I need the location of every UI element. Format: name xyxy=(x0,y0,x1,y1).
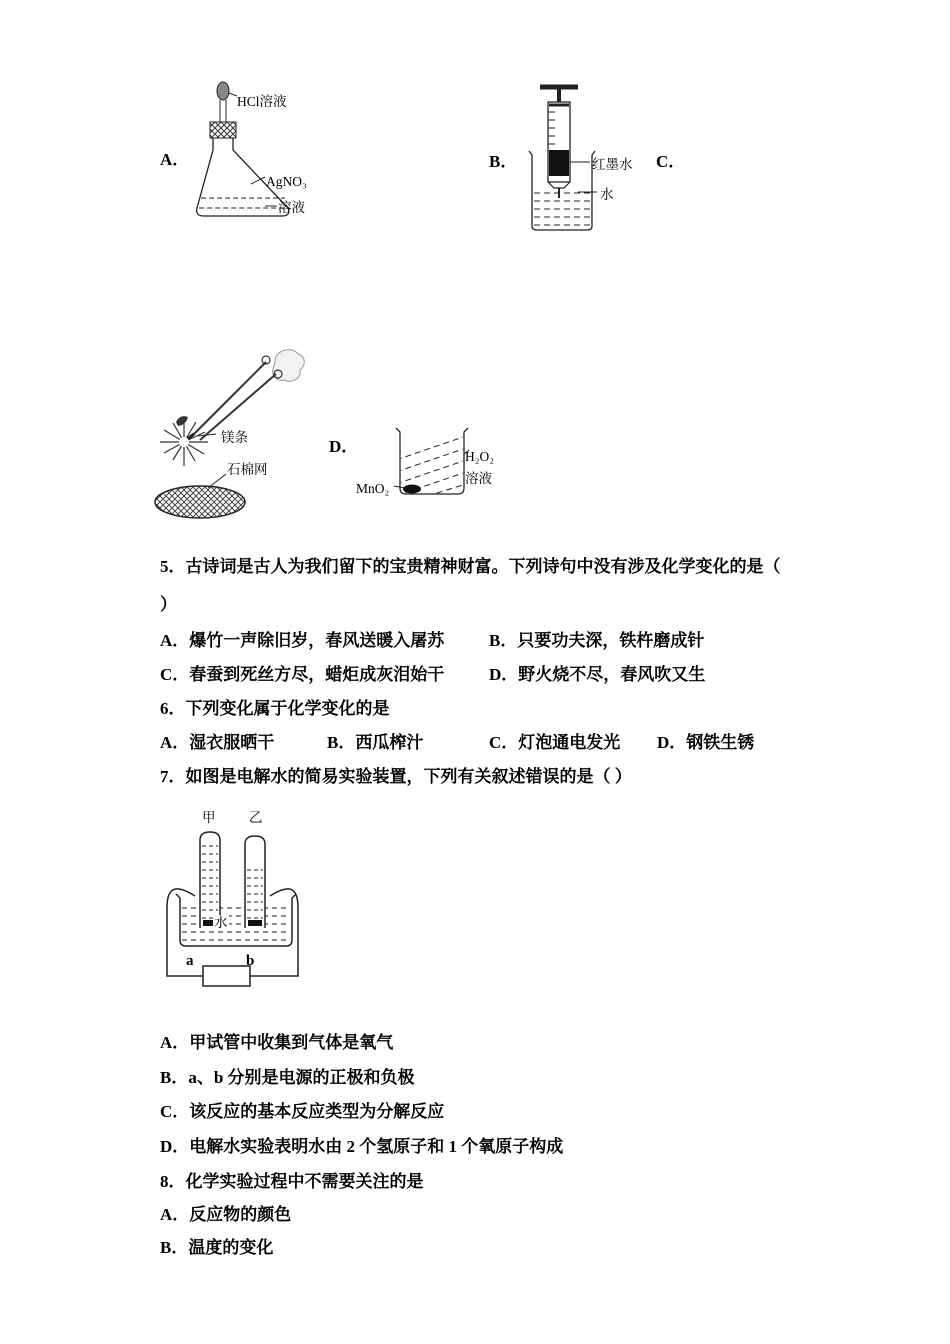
syringe-icon xyxy=(540,87,578,198)
question-5-option-b: B．只要功夫深，铁杵磨成针 xyxy=(489,631,705,650)
question-6-stem: 6．下列变化属于化学变化的是 xyxy=(160,699,390,718)
question-7-option-c: C．该反应的基本反应类型为分解反应 xyxy=(160,1102,445,1121)
question-5-stem-close: ） xyxy=(160,595,177,614)
h2o2-label: H₂O₂ xyxy=(465,449,494,464)
asbestos-net-label: 石棉网 xyxy=(227,462,268,477)
question-7-stem: 7．如图是电解水的简易实验装置，下列有关叙述错误的是（ ） xyxy=(160,767,632,786)
question-5-option-d: D．野火烧不尽，春风吹又生 xyxy=(489,665,706,684)
flask-solute-label: AgNO₃ xyxy=(266,174,307,189)
hand-icon xyxy=(273,350,305,382)
battery-icon xyxy=(203,966,250,986)
question-7-option-d: D．电解水实验表明水由 2 个氢原子和 1 个氧原子构成 xyxy=(160,1137,564,1156)
magnesium-strip-label: 镁条 xyxy=(221,430,248,445)
trough-icon xyxy=(176,894,296,946)
syringe-ink-label: 红墨水 xyxy=(592,157,633,172)
test-tube-right xyxy=(245,836,265,928)
question-5-option-c: C．春蚕到死丝方尽，蜡炬成灰泪始干 xyxy=(160,665,445,684)
mno2-label: MnO₂ xyxy=(356,481,390,496)
apparatus-option-a-label: A． xyxy=(160,150,190,169)
question-8-option-b: B．温度的变化 xyxy=(160,1238,274,1257)
question-8-stem: 8．化学实验过程中不需要关注的是 xyxy=(160,1172,424,1191)
syringe-water-label: 水 xyxy=(600,187,614,202)
apparatus-option-d-label: D． xyxy=(329,437,359,456)
dropper-icon xyxy=(217,82,237,122)
question-6-option-c: C．灯泡通电发光 xyxy=(489,733,621,752)
trough-water-label: 水 xyxy=(214,915,228,930)
question-5-stem: 5．古诗词是古人为我们留下的宝贵精神财富。下列诗句中没有涉及化学变化的是（ xyxy=(160,557,781,576)
flask-solution-label: 溶液 xyxy=(278,200,305,215)
question-6-option-b: B．西瓜榨汁 xyxy=(327,733,424,752)
smoke-icon xyxy=(176,416,188,426)
asbestos-net-icon xyxy=(155,486,245,518)
electrolysis-diagram xyxy=(155,804,320,999)
stopper-icon xyxy=(210,122,236,138)
wire-b-label: b xyxy=(246,953,255,969)
question-6-option-d: D．钢铁生锈 xyxy=(657,733,755,752)
beaker-icon xyxy=(396,428,468,494)
electrode-right xyxy=(248,920,262,926)
solution-label: 溶液 xyxy=(465,471,492,486)
question-6-option-a: A．湿衣服晒干 xyxy=(160,733,275,752)
apparatus-option-c-label: C． xyxy=(656,152,686,171)
flask-dropper-label: HCl溶液 xyxy=(237,94,287,109)
question-7-option-a: A．甲试管中收集到气体是氧气 xyxy=(160,1033,394,1052)
wire-a-label: a xyxy=(186,953,194,969)
question-8-option-a: A．反应物的颜色 xyxy=(160,1205,292,1224)
question-5-option-a: A．爆竹一声除旧岁，春风送暖入屠苏 xyxy=(160,631,445,650)
tube-right-label: 乙 xyxy=(249,810,263,825)
apparatus-option-b-label: B． xyxy=(489,152,518,171)
tube-left-label: 甲 xyxy=(202,810,216,825)
trough-water xyxy=(182,908,290,940)
mno2-powder-icon xyxy=(403,485,421,494)
tongs-icon xyxy=(194,356,282,440)
question-7-option-b: B．a、b 分别是电源的正极和负极 xyxy=(160,1068,415,1087)
